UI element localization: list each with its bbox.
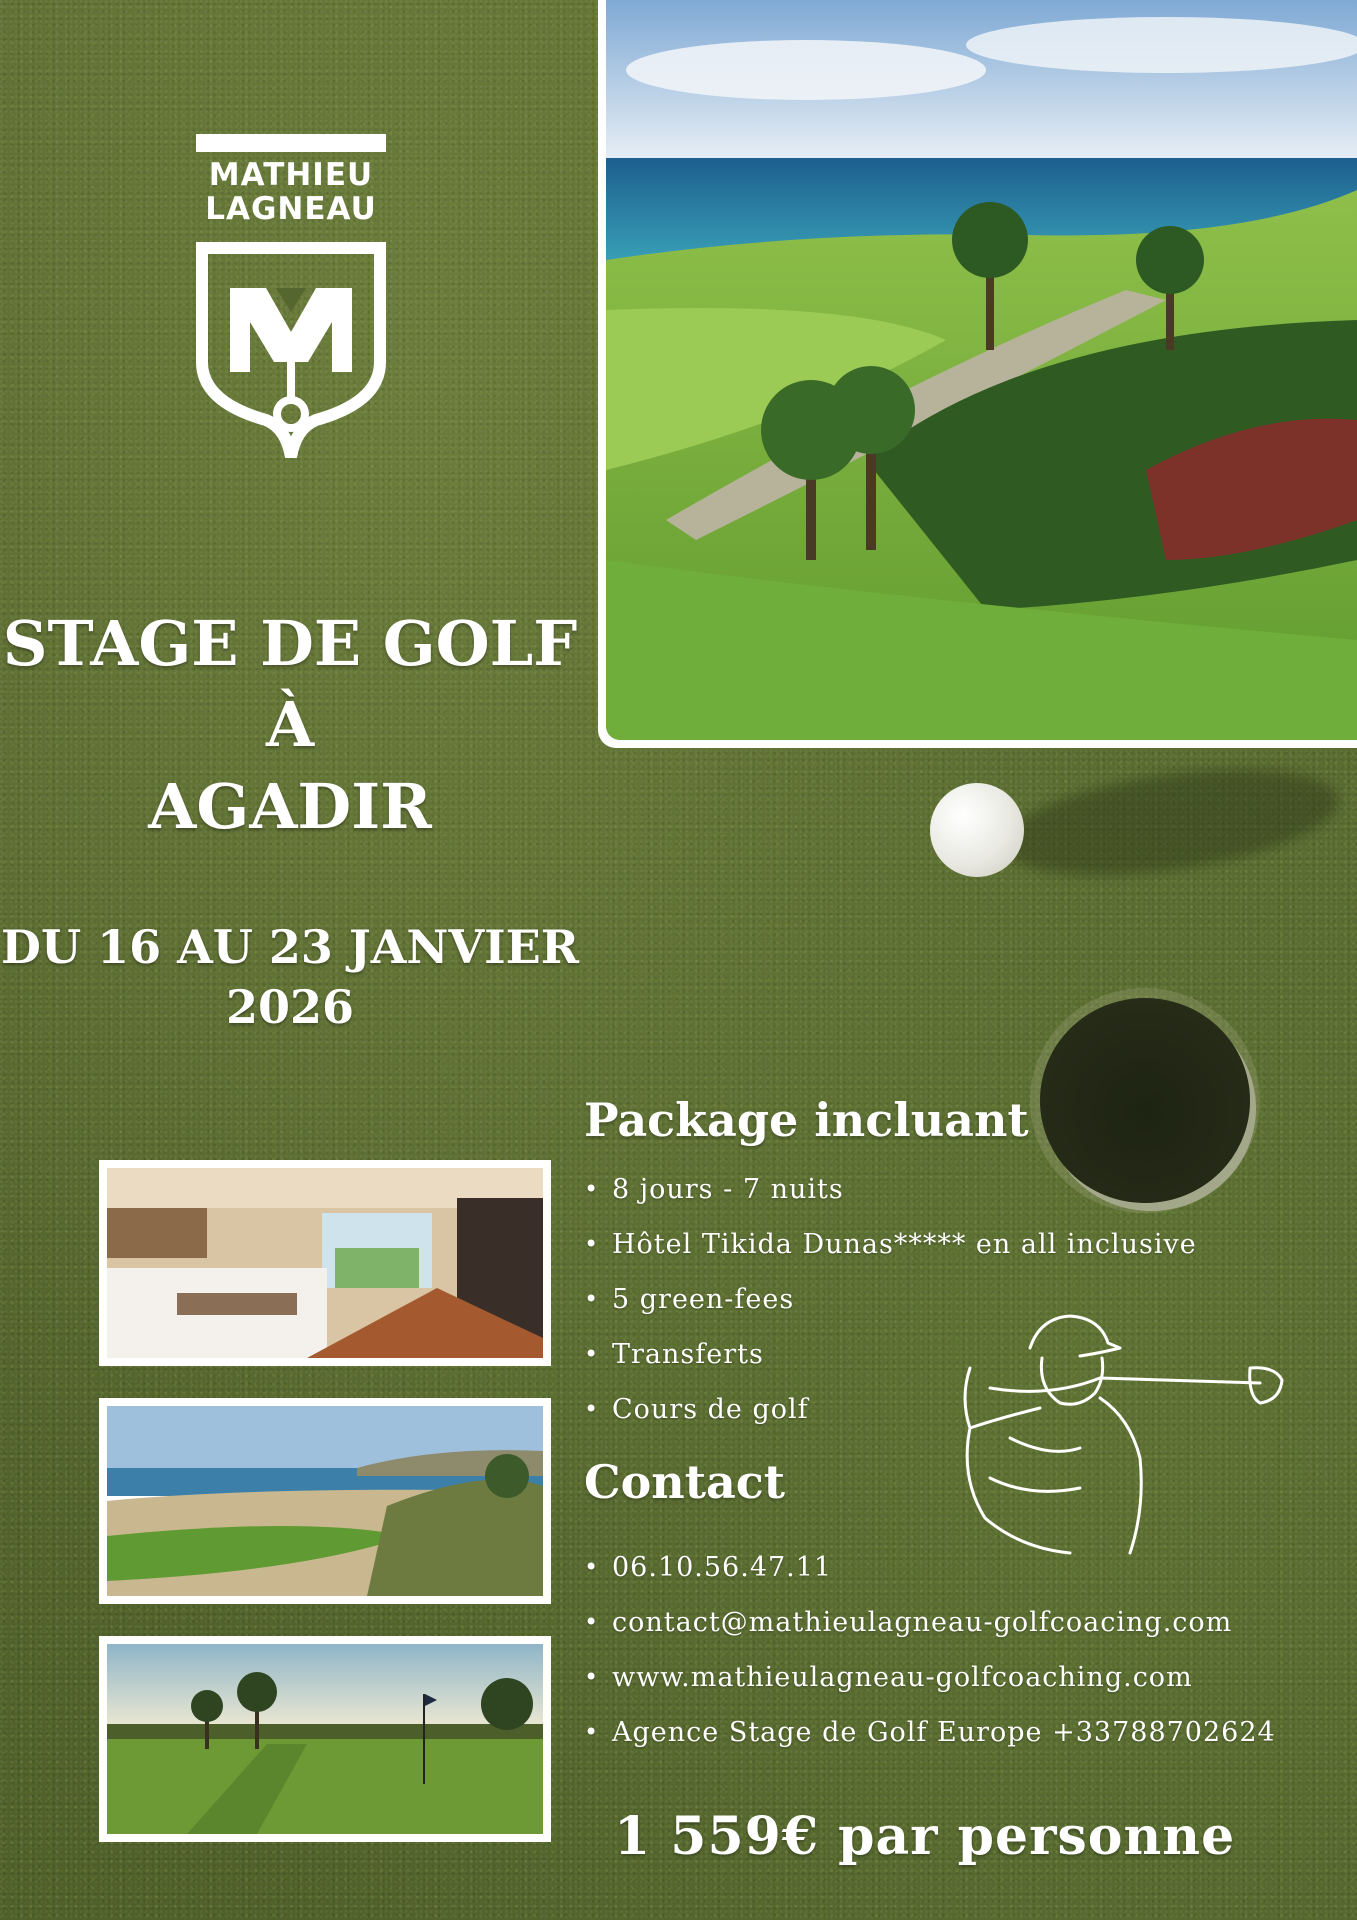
dates-line2: 2026	[225, 980, 355, 1034]
contact-list	[580, 1540, 1276, 1760]
contact-heading: Contact	[584, 1455, 786, 1509]
hero-golf-course-photo	[598, 0, 1357, 748]
brand-logo	[196, 134, 386, 464]
title-line2: À	[265, 688, 315, 761]
package-item: • 5 green-fees	[580, 1272, 1197, 1327]
contact-website[interactable]: • www.mathieulagneau-golfcoaching.com	[580, 1650, 1276, 1705]
sunset-green-photo	[99, 1636, 551, 1842]
package-heading: Package incluant	[584, 1093, 1029, 1147]
contact-email[interactable]: • contact@mathieulagneau-golfcoacing.com	[580, 1595, 1276, 1650]
sunset-green-art	[107, 1644, 543, 1834]
package-item: • Hôtel Tikida Dunas***** en all inclusive	[580, 1217, 1197, 1272]
title-line3: AGADIR	[148, 770, 432, 843]
contact-agency[interactable]: • Agence Stage de Golf Europe +33788702624	[580, 1705, 1276, 1760]
logo-name-line2: LAGNEAU	[205, 191, 377, 227]
coastal-course-art	[107, 1406, 543, 1596]
logo-top-bar	[196, 134, 386, 152]
price-per-person: 1 559€ par personne	[614, 1806, 1236, 1867]
golf-ball-icon	[930, 783, 1024, 877]
golfer-outline-icon	[930, 1308, 1290, 1558]
package-item: • Cours de golf	[580, 1382, 1197, 1437]
title-line1: STAGE DE GOLF	[2, 607, 578, 680]
logo-shield-icon	[196, 242, 386, 462]
hotel-room-art	[107, 1168, 543, 1358]
golf-ball-shadow	[995, 752, 1345, 893]
hotel-room-photo	[99, 1160, 551, 1366]
logo-name-line1: MATHIEU	[208, 157, 374, 193]
package-item: • 8 jours - 7 nuits	[580, 1162, 1197, 1217]
contact-phone[interactable]: • 06.10.56.47.11	[580, 1540, 1276, 1595]
coastal-course-photo	[99, 1398, 551, 1604]
hero-photo-art	[606, 0, 1357, 740]
package-item: • Transferts	[580, 1327, 1197, 1382]
dates-line1: DU 16 AU 23 JANVIER	[1, 920, 579, 974]
